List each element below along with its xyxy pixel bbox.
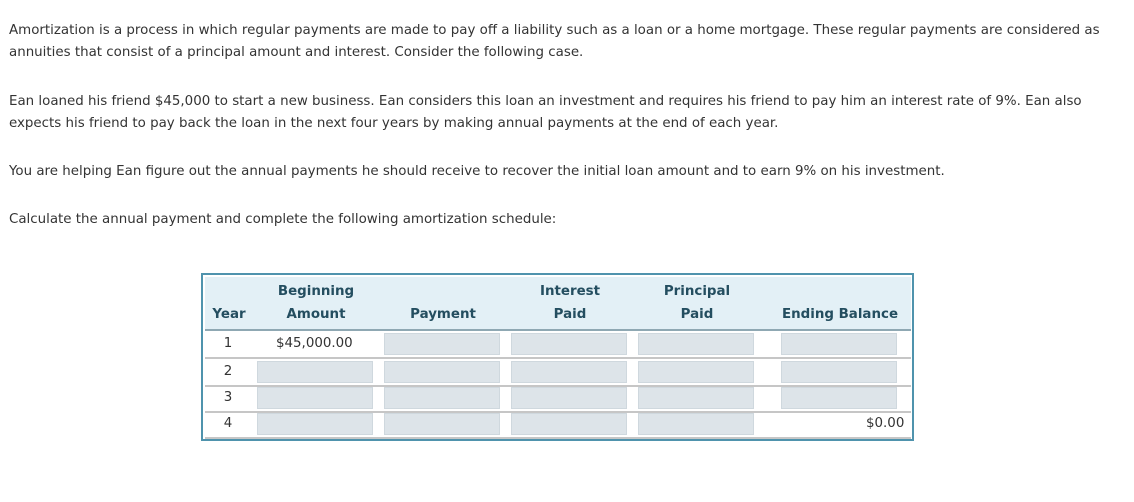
principal-paid-input[interactable] bbox=[638, 333, 754, 355]
ending-balance-input[interactable] bbox=[781, 333, 897, 355]
ending-balance-value: $0.00 bbox=[866, 416, 905, 431]
header-interest-line1: Interest bbox=[539, 284, 601, 299]
case-paragraph: Ean loaned his friend $45,000 to start a new business. Ean considers this loan an investment and requires his friend to pay him an interest rate of 9%. Ean also expects his friend to pay back the loan in the next four years by making annual payments at the end of each year. bbox=[9, 94, 1082, 131]
interest-paid-input[interactable] bbox=[511, 333, 627, 355]
header-payment bbox=[384, 303, 502, 326]
header-year bbox=[207, 303, 251, 326]
header-interest-line2: Paid bbox=[553, 307, 587, 322]
principal-paid-input[interactable] bbox=[638, 361, 754, 383]
interest-paid-input[interactable] bbox=[511, 413, 627, 435]
ending-balance-input[interactable] bbox=[781, 387, 897, 409]
table-row-year-4 bbox=[205, 411, 911, 439]
ending-balance-input[interactable] bbox=[781, 361, 897, 383]
payment-input[interactable] bbox=[384, 333, 500, 355]
payment-input[interactable] bbox=[384, 387, 500, 409]
header-beginning-amount bbox=[257, 280, 375, 326]
header-year-label: Year bbox=[212, 307, 246, 322]
payment-input[interactable] bbox=[384, 413, 500, 435]
amortization-schedule-table bbox=[201, 273, 914, 441]
year-cell: 2 bbox=[223, 364, 233, 379]
interest-paid-input[interactable] bbox=[511, 387, 627, 409]
header-principal-paid bbox=[638, 280, 756, 326]
header-payment-label: Payment bbox=[410, 307, 476, 322]
header-principal-line1: Principal bbox=[663, 284, 731, 299]
header-ending-label: Ending Balance bbox=[781, 307, 899, 322]
intro-paragraph: Amortization is a process in which regular payments are made to pay off a liability such as a loan or a home mortgage. These regular payments are considered as annuities that consist of a principal amount and interest. Consider the following case. bbox=[9, 23, 1100, 60]
table-row-year-2 bbox=[205, 359, 911, 387]
principal-paid-input[interactable] bbox=[638, 387, 754, 409]
year-cell: 3 bbox=[223, 390, 233, 405]
beginning-amount-input[interactable] bbox=[257, 413, 373, 435]
table-header-row bbox=[205, 277, 911, 331]
help-paragraph: You are helping Ean figure out the annual payments he should receive to recover the initial loan amount and to earn 9% on his investment. bbox=[9, 164, 945, 179]
header-principal-line2: Paid bbox=[680, 307, 714, 322]
beginning-amount-input[interactable] bbox=[257, 361, 373, 383]
year-cell: 4 bbox=[223, 416, 233, 431]
header-interest-paid bbox=[511, 280, 629, 326]
header-ending-balance bbox=[773, 303, 907, 326]
header-beginning-line1: Beginning bbox=[277, 284, 355, 299]
payment-input[interactable] bbox=[384, 361, 500, 383]
header-beginning-line2: Amount bbox=[286, 307, 346, 322]
interest-paid-input[interactable] bbox=[511, 361, 627, 383]
beginning-amount-value: $45,000.00 bbox=[276, 336, 353, 351]
beginning-amount-input[interactable] bbox=[257, 387, 373, 409]
instruction-paragraph: Calculate the annual payment and complete the following amortization schedule: bbox=[9, 212, 557, 227]
principal-paid-input[interactable] bbox=[638, 413, 754, 435]
year-cell: 1 bbox=[223, 336, 233, 351]
table-row-year-1 bbox=[205, 331, 911, 359]
table-row-year-3 bbox=[205, 385, 911, 413]
